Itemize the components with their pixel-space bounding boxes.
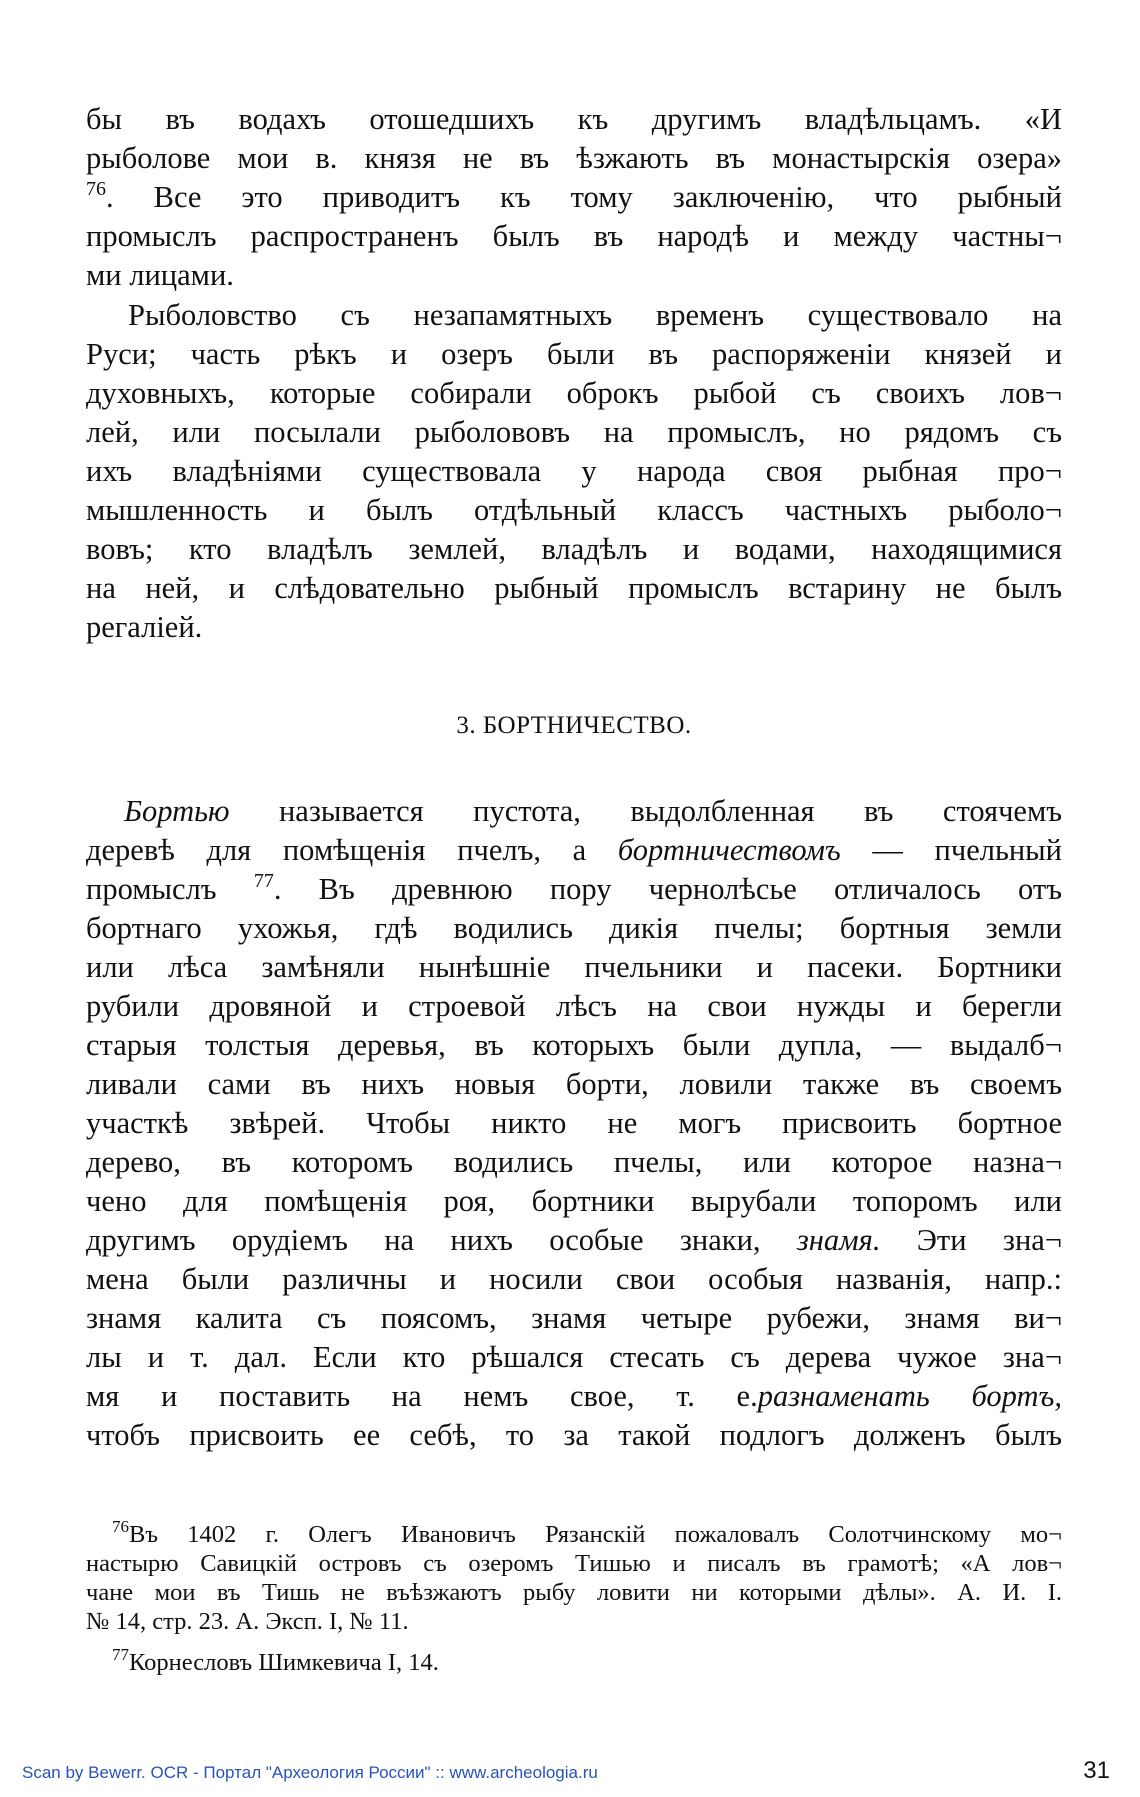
italic-term: Бортью [124, 794, 230, 828]
text-line: $^{76}$. Все это приводитъ къ тому заключенію, что рыбный [86, 178, 1062, 214]
footnote-76 [86, 1517, 1062, 1636]
text-line: мена были различны и носили свои особыя названія, напр.: [86, 1262, 1062, 1296]
text-line: на ней, и слѣдовательно рыбный промыслъ встарину не былъ [86, 571, 1062, 605]
text-line: рыболове мои в. князя не въ ѣзжають въ монастырскія озера» [86, 141, 1062, 175]
text-line: ливали сами въ нихъ новыя борти, ловили также въ своемъ [86, 1067, 1062, 1101]
footnote-line: № 14, стр. 23. А. Эксп. I, № 11. [86, 1608, 409, 1635]
paragraph-beekeeping [86, 792, 1062, 1455]
footnote-77 [86, 1645, 1062, 1677]
italic-term: разнаменать бортъ, [757, 1379, 1062, 1413]
footnote-line: чане мои въ Тишь не въѣзжаютъ рыбу ловити ни которыми дѣлы». А. И. I. [86, 1579, 1062, 1606]
text-line: промыслъ $^{77}$. Въ древнюю пору чернолѣсье отличалось отъ [86, 870, 1062, 906]
footnote-ref-76: 76 [86, 178, 106, 200]
text-line: знамя калита съ поясомъ, знамя четыре рубежи, знамя ви¬ [86, 1301, 1062, 1335]
footnote-line: $^{77}$Корнесловъ Шимкевича I, 14. [112, 1645, 439, 1676]
page-number: 31 [1083, 1757, 1110, 1784]
text-line: Руси; часть рѣкъ и озеръ были въ распоряженіи князей и [86, 337, 1062, 371]
text-line: ми лицами. [86, 258, 234, 292]
text-line: другимъ орудіемъ на нихъ особые знаки, знамя. Эти зна¬ [86, 1223, 1062, 1257]
text-line: бортнаго ухожья, гдѣ водились дикія пчелы; бортныя земли [86, 911, 1062, 945]
text-line: лей, или посылали рыболововъ на промыслъ, но рядомъ съ [86, 415, 1062, 449]
italic-term: бортничествомъ [617, 833, 841, 867]
section-heading: 3. БОРТНИЧЕСТВО. [456, 712, 692, 739]
footnote-marker: 77 [112, 1645, 129, 1664]
text-line: духовныхъ, которые собирали оброкъ рыбой съ своихъ лов¬ [86, 376, 1062, 410]
text-line: старыя толстыя деревья, въ которыхъ были дупла, — выдалб¬ [86, 1028, 1062, 1062]
text-line: регаліей. [86, 610, 203, 644]
text-line: рубили дровяной и строевой лѣсъ на свои нужды и берегли [86, 989, 1062, 1023]
text-line: мя и поставить на немъ свое, т. е.разнаменать бортъ, [86, 1379, 1062, 1413]
footnote-marker: 76 [112, 1517, 129, 1536]
italic-term: знамя. [796, 1223, 881, 1257]
text-line: промыслъ распространенъ былъ въ народѣ и между частны¬ [86, 219, 1062, 253]
text-line: Рыболовство съ незапамятныхъ временъ существовало на [128, 298, 1062, 332]
text-line: вовъ; кто владѣлъ землей, владѣлъ и водами, находящимися [86, 532, 1062, 566]
text-line: или лѣса замѣняли нынѣшніе пчельники и пасеки. Бортники [86, 950, 1062, 984]
text-line: чтобъ присвоить ее себѣ, то за такой подлогъ долженъ былъ [86, 1418, 1062, 1452]
text-line: ихъ владѣніями существовала у народа своя рыбная про¬ [86, 454, 1062, 488]
page-footer [0, 1757, 1140, 1787]
scan-credit-link[interactable]: Scan by Bewerr. OCR - Портал "Археология России" :: www.archeologia.ru [22, 1763, 598, 1782]
footnote-ref-77: 77 [253, 870, 274, 892]
text-line: лы и т. дал. Если кто рѣшался стесать съ дерева чужое зна¬ [86, 1340, 1062, 1374]
footnote-line: $^{76}$Въ 1402 г. Олегъ Ивановичъ Рязанскій пожаловалъ Солотчинскому мо¬ [112, 1517, 1062, 1548]
text-line: дерево, въ которомъ водились пчелы, или которое назна¬ [86, 1145, 1062, 1179]
paragraph-fishing-history [86, 296, 1062, 647]
footnote-line: настырю Савицкій островъ съ озеромъ Тишью и писалъ въ грамотѣ; «А лов¬ [86, 1550, 1062, 1577]
paragraph-fishing-rights [86, 100, 1062, 295]
text-line: мышленность и былъ отдѣльный классъ частныхъ рыболо¬ [86, 493, 1062, 527]
text-line: чено для помѣщенія роя, бортники вырубали топоромъ или [86, 1184, 1062, 1218]
text-line: бы въ водахъ отошедшихъ къ другимъ владѣльцамъ. «И [86, 102, 1062, 136]
text-line: деревѣ для помѣщенія пчелъ, а бортничествомъ — пчельный [86, 833, 1062, 867]
text-line: Бортью называется пустота, выдолбленная въ стоячемъ [124, 794, 1063, 828]
text-line: участкѣ звѣрей. Чтобы никто не могъ присвоить бортное [86, 1106, 1062, 1140]
